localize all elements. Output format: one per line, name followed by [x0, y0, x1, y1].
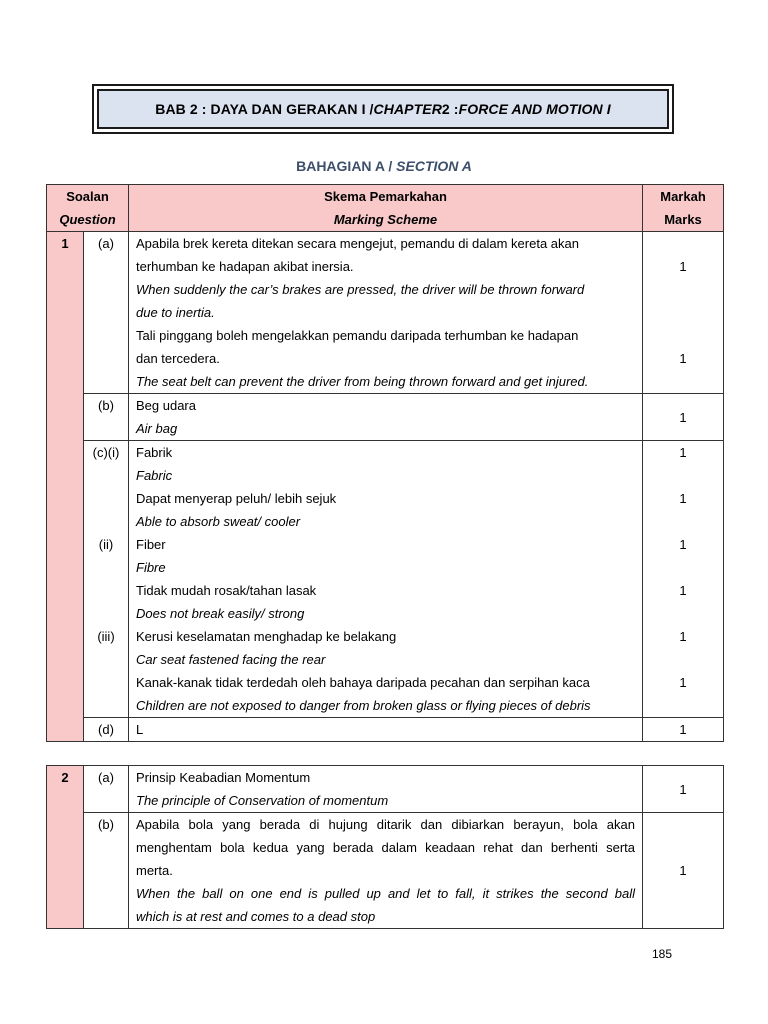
chapter-title-num: 2 : — [441, 101, 459, 117]
scheme-line-en: Able to absorb sweat/ cooler — [136, 514, 301, 529]
chapter-title-box — [92, 84, 674, 134]
subquestion-label: (a) — [84, 232, 129, 394]
marks-cell — [643, 232, 724, 394]
subquestion-labels-c — [84, 441, 129, 718]
scheme-line: dan tercedera. — [136, 351, 220, 366]
scheme-line-en: Children are not exposed to danger from broken glass or flying pieces of debris — [136, 698, 591, 713]
subquestion-label: (a) — [84, 766, 129, 813]
mark-value: 1 — [679, 491, 687, 506]
scheme-header-en: Marking Scheme — [333, 212, 438, 227]
marks-cell — [643, 813, 724, 929]
marking-table-q1 — [46, 184, 724, 742]
mark-value: 1 — [679, 629, 687, 644]
scheme-line-en: Car seat fastened facing the rear — [136, 652, 326, 667]
table-row — [47, 766, 724, 813]
subquestion-label: (d) — [84, 718, 129, 742]
scheme-line: terhumban ke hadapan akibat inersia. — [136, 259, 354, 274]
mark-value: 1 — [679, 259, 687, 274]
scheme-line: Apabila bola yang berada di hujung ditarik dan dibiarkan berayun, bola akan — [136, 817, 635, 832]
marks-column-header — [643, 185, 724, 232]
mark-value: 1 — [679, 863, 687, 878]
scheme-column-header — [129, 185, 643, 232]
scheme-line-en: due to inertia. — [136, 305, 215, 320]
scheme-cell — [129, 394, 643, 441]
scheme-line-en: which is at rest and comes to a dead stop — [136, 909, 376, 924]
scheme-line-en: The principle of Conservation of momentum — [136, 793, 389, 808]
mark-value: 1 — [679, 675, 687, 690]
mark-value: 1 — [679, 722, 687, 737]
section-title — [0, 158, 768, 174]
marks-header-ms: Markah — [660, 189, 706, 204]
scheme-line: Beg udara — [136, 398, 196, 413]
marks-cell — [643, 441, 724, 718]
mark-value: 1 — [679, 583, 687, 598]
mark-value: 1 — [679, 351, 687, 366]
table-row — [47, 232, 724, 394]
table-row — [47, 394, 724, 441]
chapter-title-en-prefix: CHAPTER — [373, 101, 442, 117]
section-title-en: SECTION A — [396, 158, 472, 174]
question-column-header — [47, 185, 129, 232]
scheme-line-en: Air bag — [136, 421, 178, 436]
chapter-title — [97, 89, 669, 129]
question-header-en: Question — [59, 212, 116, 227]
subquestion-label: (c)(i) — [92, 445, 120, 460]
mark-value: 1 — [679, 537, 687, 552]
section-title-ms: BAHAGIAN A / — [296, 158, 397, 174]
scheme-line: Prinsip Keabadian Momentum — [136, 770, 311, 785]
scheme-line-en: When the ball on one end is pulled up and let to fall, it strikes the second ball — [136, 886, 635, 901]
scheme-line: L — [136, 722, 144, 737]
scheme-line: Kanak-kanak tidak terdedah oleh bahaya daripada pecahan dan serpihan kaca — [136, 675, 590, 690]
marks-cell — [643, 766, 724, 813]
marks-header-en: Marks — [664, 212, 702, 227]
mark-value: 1 — [679, 445, 687, 460]
scheme-cell — [129, 232, 643, 394]
table-row — [47, 441, 724, 718]
scheme-line-en: Fibre — [136, 560, 166, 575]
scheme-line: menghentam bola kedua yang berada dalam keadaan rehat dan berhenti serta — [136, 840, 635, 855]
scheme-cell — [129, 441, 643, 718]
scheme-line: merta. — [136, 863, 173, 878]
question-header-ms: Soalan — [66, 189, 109, 204]
subquestion-label: (ii) — [98, 537, 114, 552]
scheme-cell — [129, 766, 643, 813]
scheme-line-en: Does not break easily/ strong — [136, 606, 305, 621]
scheme-line: Fabrik — [136, 445, 173, 460]
scheme-line: Fiber — [136, 537, 166, 552]
mark-value: 1 — [679, 781, 687, 797]
scheme-cell — [129, 718, 643, 742]
question-number-2: 2 — [47, 766, 84, 929]
chapter-title-ms: BAB 2 : DAYA DAN GERAKAN I / — [155, 101, 374, 117]
mark-value: 1 — [679, 409, 687, 425]
scheme-line: Apabila brek kereta ditekan secara mengejut, pemandu di dalam kereta akan — [136, 236, 579, 251]
scheme-line-en: Fabric — [136, 468, 173, 483]
table-header-row — [47, 185, 724, 232]
scheme-line: Kerusi keselamatan menghadap ke belakang — [136, 629, 397, 644]
marks-cell — [643, 718, 724, 742]
subquestion-label: (iii) — [97, 629, 115, 644]
question-number-1: 1 — [47, 232, 84, 742]
chapter-title-en: FORCE AND MOTION I — [458, 101, 611, 117]
scheme-line: Dapat menyerap peluh/ lebih sejuk — [136, 491, 337, 506]
scheme-line: Tidak mudah rosak/tahan lasak — [136, 583, 317, 598]
scheme-cell — [129, 813, 643, 929]
table-row — [47, 718, 724, 742]
table-row — [47, 813, 724, 929]
marking-table-q2 — [46, 765, 724, 929]
scheme-line-en: The seat belt can prevent the driver from being thrown forward and get injured. — [136, 374, 589, 389]
subquestion-label: (b) — [84, 394, 129, 441]
page-number: 185 — [652, 947, 673, 961]
scheme-line-en: When suddenly the car’s brakes are pressed, the driver will be thrown forward — [136, 282, 585, 297]
scheme-header-ms: Skema Pemarkahan — [324, 189, 447, 204]
subquestion-label: (b) — [84, 813, 129, 929]
marks-cell — [643, 394, 724, 441]
scheme-line: Tali pinggang boleh mengelakkan pemandu daripada terhumban ke hadapan — [136, 328, 579, 343]
